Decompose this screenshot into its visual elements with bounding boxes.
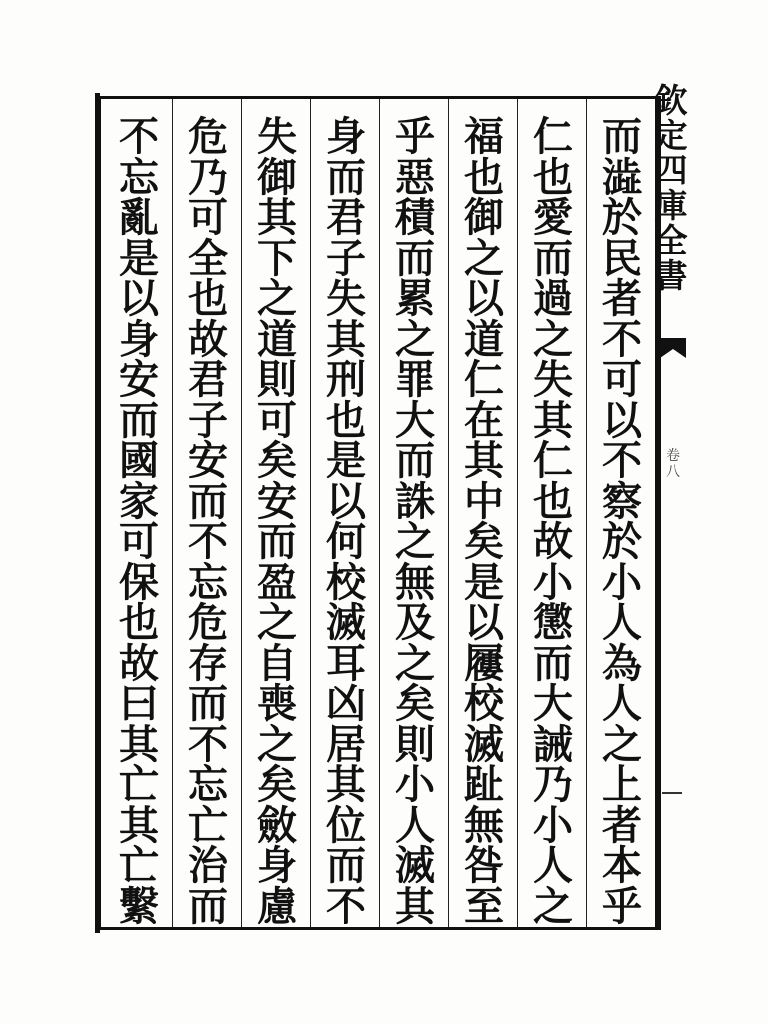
text-character: 也 [119,599,159,647]
text-character: 盈 [257,558,297,606]
column-rule [448,99,449,927]
text-character: 則 [395,720,435,768]
text-character: 上 [602,761,642,809]
text-character: 全 [188,234,228,282]
text-character: 滅 [326,599,366,647]
header-character: 書 [654,255,688,295]
text-character: 誡 [533,720,573,768]
text-character: 其 [119,720,159,768]
text-character: 小 [602,558,642,606]
text-character: 是 [464,558,504,606]
text-character: 是 [326,437,366,485]
text-character: 之 [533,315,573,363]
text-character: 安 [119,356,159,404]
text-character: 下 [257,234,297,282]
text-character: 矣 [395,680,435,728]
text-character: 不 [188,720,228,768]
text-character: 者 [602,275,642,323]
text-character: 之 [533,882,573,930]
text-character: 罪 [395,356,435,404]
text-character: 其 [326,315,366,363]
text-character: 於 [602,518,642,566]
text-character: 刑 [326,356,366,404]
text-character: 之 [257,720,297,768]
text-character: 御 [257,153,297,201]
text-character: 其 [464,437,504,485]
text-character: 滅 [464,720,504,768]
text-character: 之 [395,315,435,363]
text-column-5 [313,113,379,930]
text-character: 喪 [257,680,297,728]
text-column-4 [382,113,448,930]
text-character: 而 [188,680,228,728]
text-character: 君 [188,356,228,404]
text-character: 故 [533,518,573,566]
book-title [652,81,690,295]
text-character: 者 [602,801,642,849]
text-character: 小 [395,761,435,809]
text-character: 斂 [257,801,297,849]
text-column-2 [520,113,586,930]
text-character: 澁 [602,153,642,201]
text-character: 君 [326,194,366,242]
text-character: 本 [602,842,642,890]
text-character: 而 [326,842,366,890]
text-character: 察 [602,477,642,525]
text-character: 亂 [119,194,159,242]
text-character: 其 [257,194,297,242]
text-column-3 [451,113,517,930]
text-character: 不 [602,437,642,485]
text-character: 至 [464,882,504,930]
text-character: 乎 [602,882,642,930]
text-character: 而 [188,477,228,525]
text-character: 可 [119,518,159,566]
text-character: 身 [257,842,297,890]
text-character: 也 [533,477,573,525]
text-character: 民 [602,234,642,282]
text-character: 而 [395,234,435,282]
text-character: 無 [464,801,504,849]
text-character: 曰 [119,680,159,728]
text-character: 屨 [464,639,504,687]
text-character: 咎 [464,842,504,890]
text-character: 而 [533,234,573,282]
text-character: 乃 [188,153,228,201]
text-character: 乎 [395,113,435,160]
text-character: 亡 [119,761,159,809]
text-character: 可 [257,396,297,444]
text-frame [98,96,658,930]
text-character: 居 [326,720,366,768]
text-character: 愛 [533,194,573,242]
text-character: 而 [188,882,228,930]
text-character: 仁 [533,113,573,160]
text-character: 不 [188,518,228,566]
text-character: 累 [395,275,435,323]
text-character: 以 [326,477,366,525]
text-character: 身 [119,315,159,363]
text-character: 為 [602,639,642,687]
text-character: 存 [188,639,228,687]
text-character: 懲 [533,599,573,647]
text-character: 以 [464,599,504,647]
text-character: 國 [119,437,159,485]
text-character: 忘 [188,761,228,809]
text-character: 也 [188,275,228,323]
text-column-8 [106,113,172,930]
text-character: 忘 [119,153,159,201]
text-character: 可 [602,356,642,404]
text-character: 也 [533,153,573,201]
text-character: 仁 [464,356,504,404]
text-character: 自 [257,639,297,687]
text-character: 以 [464,275,504,323]
text-character: 不 [602,315,642,363]
text-character: 道 [257,315,297,363]
text-character: 無 [395,558,435,606]
text-character: 矣 [464,518,504,566]
text-character: 可 [188,194,228,242]
text-column-6 [244,113,310,930]
text-character: 位 [326,801,366,849]
text-character: 大 [395,396,435,444]
text-character: 危 [188,599,228,647]
column-rule [241,99,242,927]
text-character: 耳 [326,639,366,687]
column-rule [310,99,311,927]
text-character: 之 [395,518,435,566]
text-character: 其 [326,761,366,809]
text-column-1 [589,113,655,930]
header-character: 四 [654,150,688,190]
text-character: 人 [602,599,642,647]
header-character: 全 [654,220,688,260]
text-character: 矣 [257,761,297,809]
text-character: 其 [533,396,573,444]
text-character: 而 [602,113,642,160]
text-character: 安 [188,437,228,485]
text-character: 子 [188,396,228,444]
text-character: 過 [533,275,573,323]
column-rule [379,99,380,927]
column-rule [172,99,173,927]
text-character: 惡 [395,153,435,201]
text-character: 小 [533,801,573,849]
text-character: 於 [602,194,642,242]
text-character: 及 [395,599,435,647]
text-character: 也 [464,153,504,201]
text-character: 則 [257,356,297,404]
text-character: 而 [395,437,435,485]
text-character: 其 [119,801,159,849]
text-character: 保 [119,558,159,606]
text-character: 而 [119,396,159,444]
text-character: 乃 [533,761,573,809]
text-character: 繫 [119,882,159,930]
text-character: 道 [464,315,504,363]
text-character: 御 [464,194,504,242]
margin-tick [662,792,682,794]
text-character: 而 [533,639,573,687]
text-character: 之 [602,720,642,768]
header-character: 八 [666,464,680,481]
text-character: 在 [464,396,504,444]
text-character: 福 [464,113,504,160]
text-character: 趾 [464,761,504,809]
text-character: 人 [533,842,573,890]
column-rule [586,99,587,927]
text-character: 其 [395,882,435,930]
text-character: 故 [119,639,159,687]
text-character: 誅 [395,477,435,525]
text-character: 積 [395,194,435,242]
text-character: 滅 [395,842,435,890]
text-character: 失 [326,275,366,323]
text-character: 人 [395,801,435,849]
text-character: 亡 [119,842,159,890]
text-character: 校 [464,680,504,728]
text-character: 中 [464,477,504,525]
text-character: 危 [188,113,228,160]
text-character: 慮 [257,882,297,930]
text-character: 而 [326,153,366,201]
column-rule [517,99,518,927]
juan-label [660,448,686,480]
text-character: 之 [464,234,504,282]
text-character: 亡 [188,801,228,849]
text-column-7 [175,113,241,930]
header-character: 卷 [666,448,680,464]
text-character: 不 [326,882,366,930]
header-character: 庫 [654,185,688,225]
text-character: 治 [188,842,228,890]
text-character: 不 [119,113,159,160]
text-character: 家 [119,477,159,525]
text-character: 而 [257,518,297,566]
text-character: 人 [602,680,642,728]
text-character: 失 [257,113,297,160]
text-character: 小 [533,558,573,606]
text-character: 身 [326,113,366,160]
text-character: 是 [119,234,159,282]
text-character: 凶 [326,680,366,728]
text-character: 之 [257,275,297,323]
text-character: 子 [326,234,366,282]
text-character: 之 [257,599,297,647]
text-character: 矣 [257,437,297,485]
text-character: 以 [119,275,159,323]
text-character: 失 [533,356,573,404]
text-character: 故 [188,315,228,363]
header-character: 欽 [654,81,688,120]
text-character: 大 [533,680,573,728]
text-character: 校 [326,558,366,606]
text-character: 忘 [188,558,228,606]
text-character: 之 [395,639,435,687]
text-character: 安 [257,477,297,525]
text-character: 以 [602,396,642,444]
header-character: 定 [654,115,688,155]
text-character: 何 [326,518,366,566]
text-character: 也 [326,396,366,444]
text-character: 仁 [533,437,573,485]
